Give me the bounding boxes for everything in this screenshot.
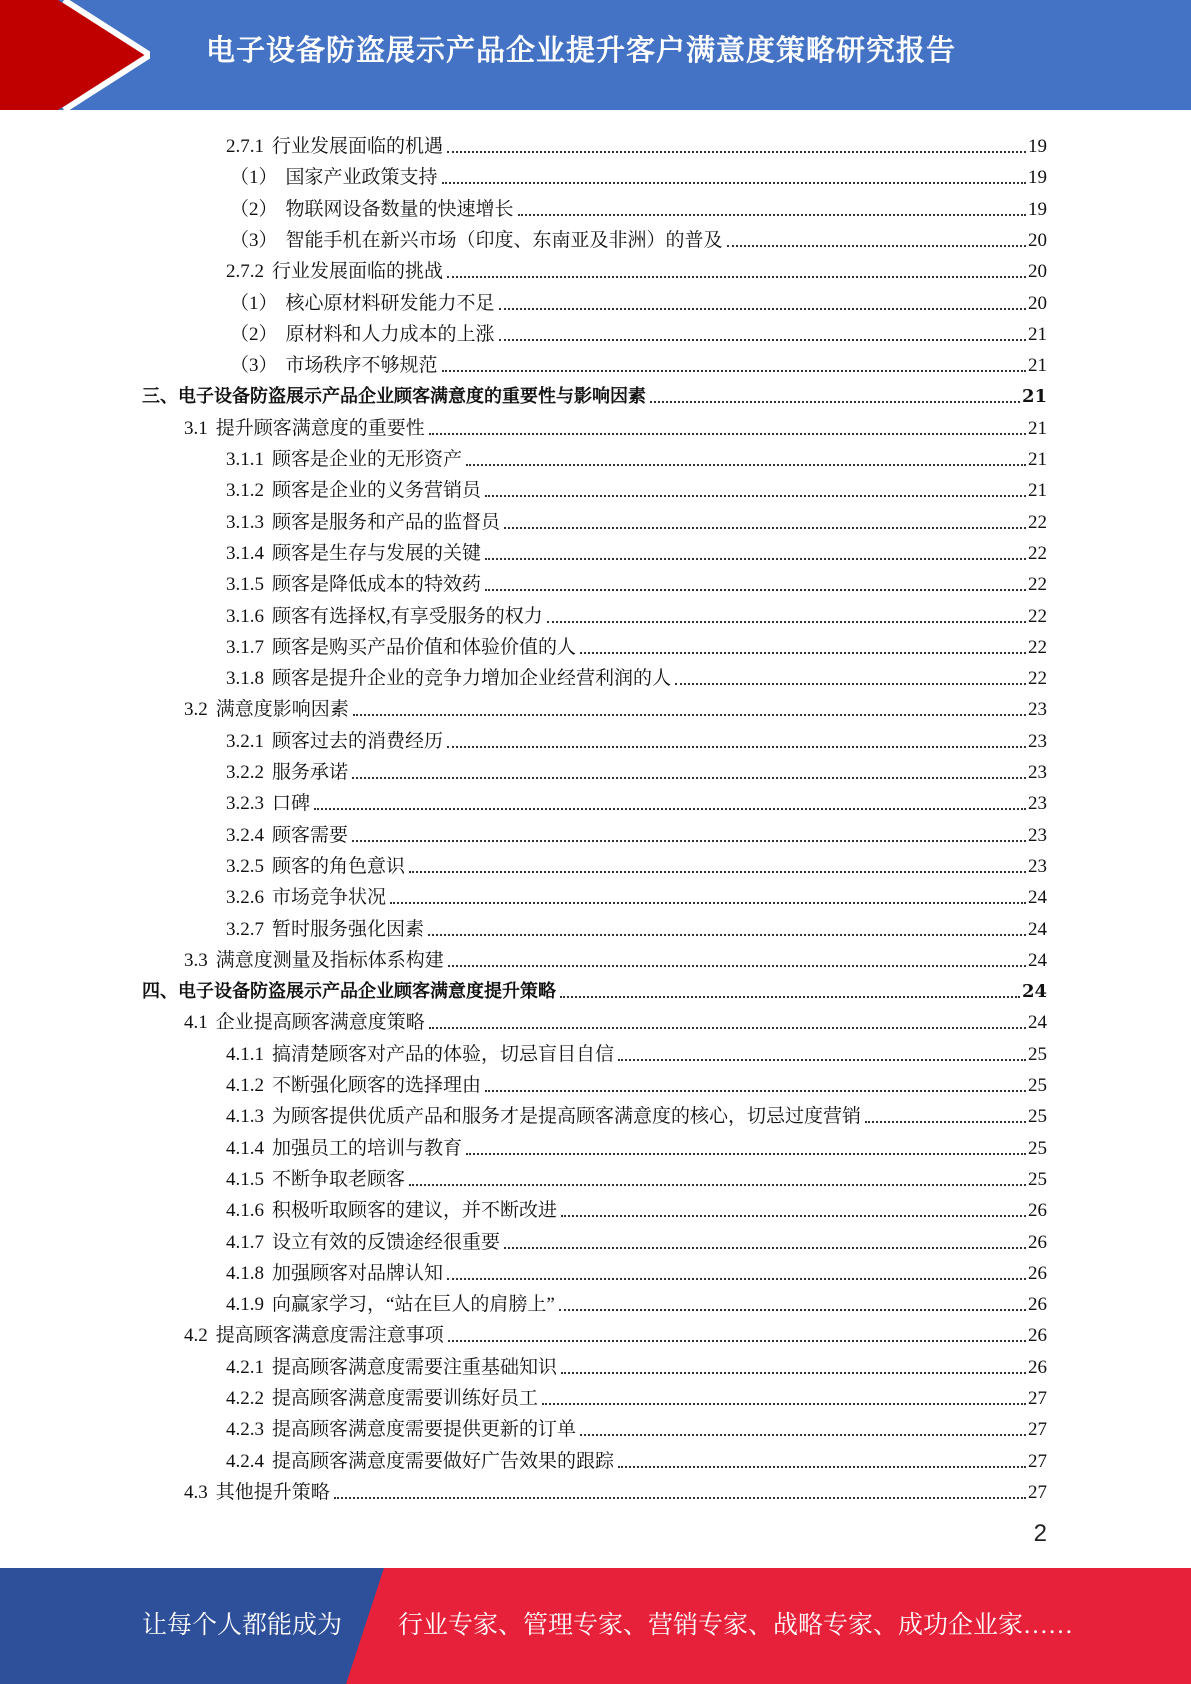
toc-entry-page: 25: [1028, 1168, 1047, 1190]
toc-entry-label: 顾客过去的消费经历: [272, 730, 444, 752]
toc-entry-number: 4.1.1: [226, 1043, 264, 1065]
toc-entry[interactable]: [142, 972, 1047, 1003]
toc-entry[interactable]: [230, 158, 1047, 189]
toc-entry-number: （2）: [230, 323, 278, 345]
toc-entry-page: 26: [1028, 1356, 1047, 1378]
toc-entry-number: 3.1.7: [226, 636, 264, 658]
toc-dot-leader: [409, 870, 1026, 873]
toc-dot-leader: [485, 557, 1026, 560]
toc-entry[interactable]: [226, 1129, 1047, 1160]
toc-entry-number: 4.1.6: [226, 1200, 264, 1222]
toc-entry-number: 4.2.1: [226, 1356, 264, 1378]
toc-entry-number: 4.2.4: [226, 1450, 264, 1472]
toc-entry-label: 市场竞争状况: [272, 887, 387, 909]
toc-dot-leader: [485, 1089, 1026, 1092]
toc-dot-leader: [334, 1496, 1026, 1499]
toc-entry-label: 智能手机在新兴市场（印度、东南亚及非洲）的普及: [285, 229, 723, 251]
toc-entry-page: 25: [1028, 1106, 1047, 1128]
toc-entry[interactable]: [184, 690, 1047, 721]
toc-entry-label: 原材料和人力成本的上涨: [285, 323, 495, 345]
toc-dot-leader: [561, 1214, 1026, 1217]
toc-entry-page: 27: [1028, 1419, 1047, 1441]
toc-entry-label: 国家产业政策支持: [285, 167, 438, 189]
toc-entry-number: 4.1.2: [226, 1075, 264, 1096]
toc-entry[interactable]: [226, 1285, 1047, 1316]
toc-entry[interactable]: [230, 284, 1047, 315]
toc-dot-leader: [442, 181, 1026, 184]
toc-entry-number: （2）: [230, 198, 278, 220]
toc-entry-page: 21: [1028, 417, 1047, 439]
toc-entry-number: 四、: [142, 981, 178, 1003]
toc-dot-leader: [448, 1339, 1026, 1342]
toc-entry-number: 3.2.6: [226, 887, 264, 909]
toc-dot-leader: [580, 651, 1026, 654]
toc-dot-leader: [727, 244, 1026, 247]
toc-entry[interactable]: [226, 753, 1047, 784]
footer-slogan-right: 行业专家、管理专家、营销专家、战略专家、成功企业家……: [398, 1612, 1074, 1639]
toc-entry-number: 4.3: [184, 1481, 208, 1503]
toc-entry-label: 满意度影响因素: [215, 699, 349, 721]
toc-entry-page: 22: [1028, 542, 1047, 564]
toc-entry-page: 22: [1028, 668, 1047, 690]
toc-entry[interactable]: [184, 409, 1047, 440]
toc-dot-leader: [353, 713, 1026, 716]
toc-entry[interactable]: [226, 1442, 1047, 1473]
toc-dot-leader: [618, 1058, 1026, 1061]
toc-entry-page: 24: [1028, 949, 1047, 971]
toc-dot-leader: [499, 338, 1026, 341]
toc-dot-leader: [409, 1183, 1026, 1186]
toc-dot-leader: [485, 588, 1026, 591]
toc-dot-leader: [390, 901, 1026, 904]
toc-entry[interactable]: [184, 1003, 1047, 1034]
toc-entry-label: 搞清楚顾客对产品的体验，切忌盲目自信: [272, 1043, 615, 1065]
toc-entry-page: 24: [1028, 1012, 1047, 1034]
toc-dot-leader: [518, 213, 1026, 216]
toc-entry[interactable]: [226, 1379, 1047, 1410]
toc-dot-leader: [547, 620, 1026, 623]
toc-dot-leader: [448, 964, 1026, 967]
header-chevron-decoration: [0, 0, 150, 110]
toc-entry-label: 提升顾客满意度的重要性: [215, 417, 425, 439]
toc-entry-page: 23: [1028, 699, 1047, 721]
toc-entry-number: 4.1.5: [226, 1168, 264, 1190]
toc-entry-label: 为顾客提供优质产品和服务才是提高顾客满意度的核心，切忌过度营销: [272, 1106, 862, 1128]
toc-entry-page: 22: [1028, 574, 1047, 596]
toc-entry[interactable]: [230, 190, 1047, 221]
toc-entry-label: 提高顾客满意度需要提供更新的订单: [272, 1419, 577, 1441]
toc-entry-label: 不断强化顾客的选择理由: [272, 1075, 482, 1096]
toc-entry-label: 电子设备防盗展示产品企业顾客满意度的重要性与影响因素: [178, 386, 646, 408]
toc-dot-leader: [466, 463, 1026, 466]
toc-entry-label: 顾客是提升企业的竞争力增加企业经营利润的人: [272, 668, 672, 690]
toc-entry-page: 24: [1028, 918, 1047, 940]
toc-entry-page: 21: [1028, 449, 1047, 470]
toc-entry-page: 23: [1028, 824, 1047, 846]
toc-entry-label: 满意度测量及指标体系构建: [215, 949, 444, 971]
toc-entry[interactable]: [226, 1066, 1047, 1097]
toc-entry[interactable]: [226, 440, 1047, 471]
toc-entry[interactable]: [226, 503, 1047, 534]
toc-entry[interactable]: [226, 1035, 1047, 1066]
toc-entry[interactable]: [226, 847, 1047, 878]
toc-entry-label: 加强员工的培训与教育: [272, 1137, 463, 1159]
toc-entry[interactable]: [226, 1348, 1047, 1379]
toc-entry-label: 企业提高顾客满意度策略: [215, 1012, 425, 1034]
toc-entry-label: 顾客需要: [272, 824, 349, 846]
toc-entry-page: 26: [1028, 1294, 1047, 1316]
toc-entry-label: 顾客是企业的义务营销员: [272, 480, 482, 502]
toc-entry[interactable]: [184, 1316, 1047, 1347]
toc-entry-label: 暂时服务强化因素: [272, 918, 425, 940]
toc-entry[interactable]: [226, 659, 1047, 690]
toc-entry-number: 3.2.7: [226, 918, 264, 940]
toc-entry-number: 4.1.3: [226, 1106, 264, 1128]
toc-entry-page: 19: [1028, 136, 1047, 157]
toc-entry-page: 26: [1028, 1325, 1047, 1347]
toc-entry-number: 3.1.1: [226, 449, 264, 470]
toc-entry-number: 3.1.4: [226, 542, 264, 564]
toc-dot-leader: [447, 150, 1026, 153]
toc-entry-label: 顾客的角色意识: [272, 855, 406, 877]
toc-entry-label: 行业发展面临的机遇: [272, 136, 444, 157]
toc-entry[interactable]: [226, 1191, 1047, 1222]
toc-dot-leader: [560, 995, 1020, 998]
toc-entry-label: 顾客是生存与发展的关键: [272, 542, 482, 564]
toc-entry-number: 3.1.2: [226, 480, 264, 502]
toc-entry-number: 4.2.3: [226, 1419, 264, 1441]
toc-dot-leader: [542, 1402, 1026, 1405]
toc-dot-leader: [447, 275, 1026, 278]
toc-dot-leader: [447, 1277, 1026, 1280]
toc-dot-leader: [429, 1026, 1026, 1029]
toc-entry-number: 3.2.4: [226, 824, 264, 846]
toc-dot-leader: [314, 807, 1026, 810]
toc-entry-page: 19: [1028, 167, 1047, 189]
toc-entry[interactable]: [142, 377, 1047, 408]
toc-entry-label: 核心原材料研发能力不足: [285, 292, 495, 314]
toc-entry-label: 电子设备防盗展示产品企业顾客满意度提升策略: [178, 981, 556, 1003]
toc-entry-label: 市场秩序不够规范: [285, 355, 438, 377]
toc-entry-page: 23: [1028, 855, 1047, 877]
toc-dot-leader: [499, 307, 1026, 310]
page-header: [0, 0, 1191, 110]
toc-dot-leader: [580, 1433, 1026, 1436]
toc-entry-page: 23: [1028, 793, 1047, 815]
toc-entry[interactable]: [226, 597, 1047, 628]
toc-entry[interactable]: [230, 346, 1047, 377]
toc-entry-number: 3.2.1: [226, 730, 264, 752]
toc-entry-number: （3）: [230, 355, 278, 377]
toc-entry[interactable]: [184, 941, 1047, 972]
toc-entry-number: 3.2: [184, 699, 208, 721]
toc-entry-label: 顾客是降低成本的特效药: [272, 574, 482, 596]
toc-entry[interactable]: [184, 1473, 1047, 1504]
toc-dot-leader: [485, 494, 1026, 497]
toc-entry-page: 27: [1028, 1450, 1047, 1472]
toc-entry-label: 向赢家学习，“站在巨人的肩膀上”: [272, 1294, 555, 1316]
toc-entry-number: 4.2: [184, 1325, 208, 1347]
toc-entry[interactable]: [226, 1410, 1047, 1441]
toc-entry-page: 21: [1028, 323, 1047, 345]
toc-entry-page: 20: [1028, 229, 1047, 251]
document-title: 电子设备防盗展示产品企业提升客户满意度策略研究报告: [206, 33, 957, 67]
toc-entry-label: 其他提升策略: [215, 1481, 330, 1503]
toc-entry[interactable]: [226, 784, 1047, 815]
toc-entry[interactable]: [226, 127, 1047, 158]
toc-entry-page: 22: [1028, 605, 1047, 627]
page-footer: [0, 1568, 1191, 1684]
toc-entry-number: （3）: [230, 229, 278, 251]
toc-entry-page: 20: [1028, 292, 1047, 314]
toc-entry-label: 顾客是服务和产品的监督员: [272, 511, 501, 533]
toc-entry-page: 22: [1028, 636, 1047, 658]
toc-entry[interactable]: [226, 1160, 1047, 1191]
toc-entry-number: 3.1.3: [226, 511, 264, 533]
toc-entry-page: 27: [1028, 1388, 1047, 1409]
toc-entry-number: 4.1.8: [226, 1262, 264, 1284]
toc-entry-label: 提高顾客满意度需要注重基础知识: [272, 1356, 558, 1378]
toc-dot-leader: [865, 1120, 1026, 1123]
toc-entry-page: 27: [1028, 1481, 1047, 1503]
toc-entry[interactable]: [226, 1097, 1047, 1128]
toc-entry-label: 行业发展面临的挑战: [272, 261, 444, 283]
toc-entry-number: 4.1: [184, 1012, 208, 1034]
toc-entry-label: 提高顾客满意度需要训练好员工: [272, 1388, 539, 1409]
toc-entry-number: 4.1.7: [226, 1231, 264, 1253]
toc-entry-number: 3.2.2: [226, 762, 264, 783]
toc-entry-page: 19: [1028, 198, 1047, 220]
toc-entry-page: 26: [1028, 1200, 1047, 1222]
toc-entry[interactable]: [226, 878, 1047, 909]
toc-entry[interactable]: [226, 252, 1047, 283]
toc-entry-label: 顾客是购买产品价值和体验价值的人: [272, 636, 577, 658]
toc-entry-label: 口碑: [272, 793, 311, 815]
toc-entry-number: 三、: [142, 386, 178, 408]
toc-entry-number: （1）: [230, 167, 278, 189]
toc-entry[interactable]: [226, 471, 1047, 502]
toc-entry-number: 3.1.8: [226, 668, 264, 690]
toc-dot-leader: [675, 682, 1026, 685]
toc-entry-page: 24: [1028, 887, 1047, 909]
toc-entry[interactable]: [226, 565, 1047, 596]
header-red-block: [0, 0, 150, 110]
toc-entry-page: 21: [1028, 355, 1047, 377]
toc-entry-label: 物联网设备数量的快速增长: [285, 198, 514, 220]
toc-entry-label: 顾客有选择权,有享受服务的权力: [272, 605, 543, 627]
toc-entry-number: 3.2.3: [226, 793, 264, 815]
toc-entry[interactable]: [226, 628, 1047, 659]
toc-dot-leader: [466, 1152, 1026, 1155]
page-number: 2: [1033, 1520, 1047, 1547]
toc-dot-leader: [429, 432, 1026, 435]
toc-entry-page: 24: [1021, 981, 1047, 1003]
toc-entry-number: 3.1.5: [226, 574, 264, 596]
toc-dot-leader: [504, 526, 1026, 529]
toc-entry-page: 22: [1028, 511, 1047, 533]
toc-entry-number: 3.1.6: [226, 605, 264, 627]
toc-entry-label: 积极听取顾客的建议，并不断改进: [272, 1200, 558, 1222]
toc-entry-page: 25: [1028, 1043, 1047, 1065]
toc-entry-number: 4.1.9: [226, 1294, 264, 1316]
toc-entry-label: 提高顾客满意度需注意事项: [215, 1325, 444, 1347]
toc-entry[interactable]: [226, 1223, 1047, 1254]
toc-entry-page: 26: [1028, 1231, 1047, 1253]
toc-entry-page: 20: [1028, 261, 1047, 283]
toc-dot-leader: [352, 839, 1026, 842]
toc-entry-number: 3.1: [184, 417, 208, 439]
toc-entry-label: 不断争取老顾客: [272, 1168, 406, 1190]
toc-dot-leader: [559, 1308, 1026, 1311]
toc-dot-leader: [650, 400, 1020, 403]
toc-entry[interactable]: [226, 816, 1047, 847]
toc-entry-page: 25: [1028, 1075, 1047, 1096]
toc-dot-leader: [561, 1371, 1026, 1374]
toc-entry[interactable]: [226, 1254, 1047, 1285]
toc-entry-page: 21: [1021, 386, 1047, 408]
toc-entry-page: 23: [1028, 762, 1047, 783]
toc-entry-number: 4.1.4: [226, 1137, 264, 1159]
toc-entry[interactable]: [226, 722, 1047, 753]
toc-entry-number: 3.2.5: [226, 855, 264, 877]
toc-entry-label: 加强顾客对品牌认知: [272, 1262, 444, 1284]
toc-entry-label: 顾客是企业的无形资产: [272, 449, 463, 470]
toc-dot-leader: [428, 933, 1026, 936]
toc-entry-number: 2.7.2: [226, 261, 264, 283]
toc-entry-page: 25: [1028, 1137, 1047, 1159]
toc-dot-leader: [504, 1246, 1026, 1249]
toc-entry[interactable]: [226, 534, 1047, 565]
toc-entry-page: 26: [1028, 1262, 1047, 1284]
toc-entry-label: 设立有效的反馈途经很重要: [272, 1231, 501, 1253]
toc-entry-label: 提高顾客满意度需要做好广告效果的跟踪: [272, 1450, 615, 1472]
toc-entry[interactable]: [230, 221, 1047, 252]
toc-dot-leader: [447, 745, 1026, 748]
toc-entry[interactable]: [230, 315, 1047, 346]
toc-entry-number: 3.3: [184, 949, 208, 971]
toc-entry-number: 2.7.1: [226, 136, 264, 157]
toc-entry-label: 服务承诺: [272, 762, 349, 783]
toc-entry-number: 4.2.2: [226, 1388, 264, 1409]
toc-entry[interactable]: [226, 910, 1047, 941]
toc-dot-leader: [352, 776, 1026, 779]
toc-entry-page: 21: [1028, 480, 1047, 502]
footer-slogan-left: 让每个人都能成为: [142, 1612, 343, 1639]
toc-entry-page: 23: [1028, 730, 1047, 752]
toc-dot-leader: [442, 369, 1026, 372]
toc-entry-number: （1）: [230, 292, 278, 314]
toc-dot-leader: [618, 1465, 1026, 1468]
